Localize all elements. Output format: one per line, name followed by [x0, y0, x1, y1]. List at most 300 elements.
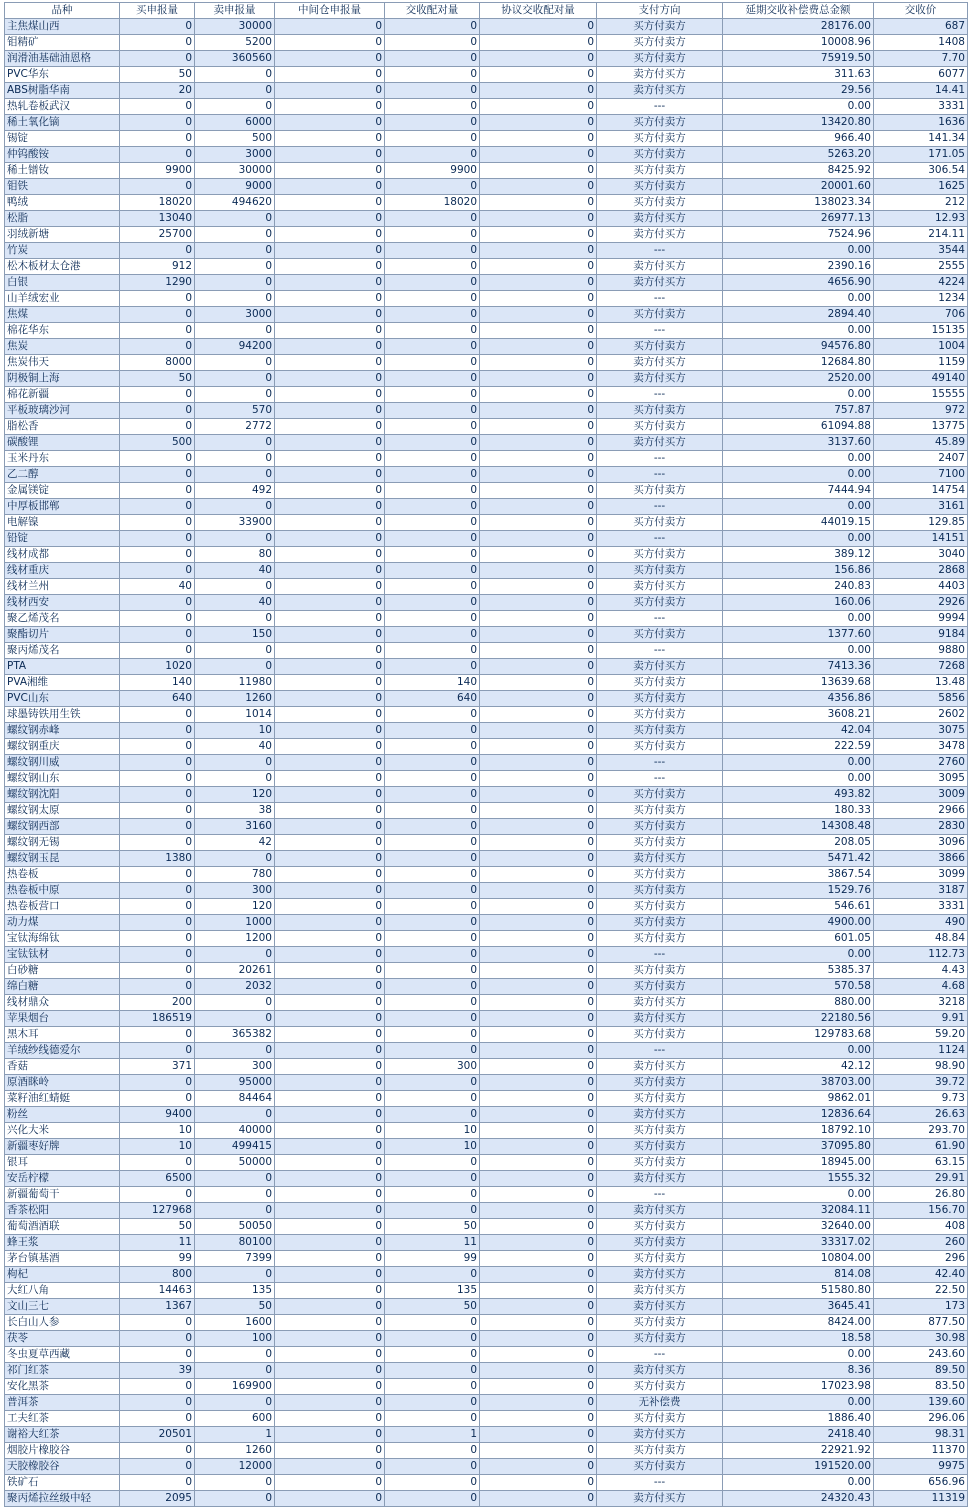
agreement-qty-cell: 0: [480, 195, 597, 211]
sell-qty-cell: 0: [195, 659, 275, 675]
compensation-cell: 17023.98: [723, 1379, 874, 1395]
compensation-cell: 1377.60: [723, 627, 874, 643]
pay-direction-cell: ---: [597, 1475, 723, 1491]
matched-qty-cell: 0: [385, 1491, 480, 1507]
buy-qty-cell: 10: [120, 1139, 195, 1155]
sell-qty-cell: 0: [195, 227, 275, 243]
compensation-cell: 10804.00: [723, 1251, 874, 1267]
intermediate-qty-cell: 0: [275, 163, 385, 179]
pay-direction-cell: 买方付卖方: [597, 739, 723, 755]
sell-qty-cell: 0: [195, 643, 275, 659]
table-row: [5, 611, 968, 627]
sell-qty-cell: 570: [195, 403, 275, 419]
sell-qty-cell: 6000: [195, 115, 275, 131]
table-row: [5, 563, 968, 579]
buy-qty-cell: 6500: [120, 1171, 195, 1187]
agreement-qty-cell: 0: [480, 1299, 597, 1315]
settle-price-cell: 1234: [874, 291, 968, 307]
variety-cell: 香茶松阳: [5, 1203, 120, 1219]
compensation-cell: 3137.60: [723, 435, 874, 451]
agreement-qty-cell: 0: [480, 851, 597, 867]
sell-qty-cell: 30000: [195, 19, 275, 35]
table-row: [5, 131, 968, 147]
compensation-cell: 0.00: [723, 947, 874, 963]
pay-direction-cell: 买方付卖方: [597, 515, 723, 531]
agreement-qty-cell: 0: [480, 211, 597, 227]
settle-price-cell: 687: [874, 19, 968, 35]
sell-qty-cell: 0: [195, 387, 275, 403]
buy-qty-cell: 10: [120, 1123, 195, 1139]
settle-price-cell: 1124: [874, 1043, 968, 1059]
compensation-cell: 22180.56: [723, 1011, 874, 1027]
variety-cell: 白银: [5, 275, 120, 291]
settle-price-cell: 3331: [874, 99, 968, 115]
sell-qty-cell: 0: [195, 243, 275, 259]
variety-cell: 苹果烟台: [5, 1011, 120, 1027]
compensation-cell: 7413.36: [723, 659, 874, 675]
variety-cell: PVC山东: [5, 691, 120, 707]
table-row: [5, 1059, 968, 1075]
pay-direction-cell: 买方付卖方: [597, 115, 723, 131]
intermediate-qty-cell: 0: [275, 355, 385, 371]
sell-qty-cell: 1014: [195, 707, 275, 723]
sell-qty-cell: 0: [195, 1107, 275, 1123]
table-row: [5, 547, 968, 563]
matched-qty-cell: 0: [385, 819, 480, 835]
variety-cell: 原酒眯岭: [5, 1075, 120, 1091]
table-row: [5, 291, 968, 307]
pay-direction-cell: 买方付卖方: [597, 1139, 723, 1155]
compensation-cell: 32084.11: [723, 1203, 874, 1219]
settle-price-cell: 139.60: [874, 1395, 968, 1411]
settle-price-cell: 3099: [874, 867, 968, 883]
matched-qty-cell: 0: [385, 739, 480, 755]
compensation-cell: 966.40: [723, 131, 874, 147]
matched-qty-cell: 0: [385, 1107, 480, 1123]
buy-qty-cell: 0: [120, 1075, 195, 1091]
sell-qty-cell: 84464: [195, 1091, 275, 1107]
buy-qty-cell: 0: [120, 755, 195, 771]
pay-direction-cell: 卖方付买方: [597, 851, 723, 867]
sell-qty-cell: 0: [195, 467, 275, 483]
sell-qty-cell: 0: [195, 851, 275, 867]
settle-price-cell: 9.91: [874, 1011, 968, 1027]
buy-qty-cell: 0: [120, 35, 195, 51]
agreement-qty-cell: 0: [480, 1043, 597, 1059]
matched-qty-cell: 0: [385, 835, 480, 851]
compensation-cell: 138023.34: [723, 195, 874, 211]
buy-qty-cell: 0: [120, 467, 195, 483]
matched-qty-cell: 0: [385, 515, 480, 531]
compensation-cell: 38703.00: [723, 1075, 874, 1091]
table-row: [5, 531, 968, 547]
intermediate-qty-cell: 0: [275, 467, 385, 483]
agreement-qty-cell: 0: [480, 931, 597, 947]
settle-price-cell: 972: [874, 403, 968, 419]
table-row: [5, 1187, 968, 1203]
pay-direction-cell: 买方付卖方: [597, 1075, 723, 1091]
intermediate-qty-cell: 0: [275, 1155, 385, 1171]
variety-cell: 热卷板: [5, 867, 120, 883]
matched-qty-cell: 11: [385, 1235, 480, 1251]
variety-cell: 仲钨酸铵: [5, 147, 120, 163]
agreement-qty-cell: 0: [480, 467, 597, 483]
compensation-cell: 2520.00: [723, 371, 874, 387]
agreement-qty-cell: 0: [480, 1155, 597, 1171]
table-row: [5, 1363, 968, 1379]
pay-direction-cell: 买方付卖方: [597, 707, 723, 723]
table-row: [5, 739, 968, 755]
matched-qty-cell: 0: [385, 435, 480, 451]
matched-qty-cell: 0: [385, 659, 480, 675]
table-row: [5, 1011, 968, 1027]
matched-qty-cell: 0: [385, 867, 480, 883]
settle-price-cell: 9994: [874, 611, 968, 627]
matched-qty-cell: 0: [385, 531, 480, 547]
sell-qty-cell: 492: [195, 483, 275, 499]
sell-qty-cell: 0: [195, 579, 275, 595]
settle-price-cell: 6077: [874, 67, 968, 83]
variety-cell: 焦炭: [5, 339, 120, 355]
buy-qty-cell: 186519: [120, 1011, 195, 1027]
matched-qty-cell: 0: [385, 499, 480, 515]
agreement-qty-cell: 0: [480, 483, 597, 499]
compensation-cell: 0.00: [723, 771, 874, 787]
settle-price-cell: 61.90: [874, 1139, 968, 1155]
buy-qty-cell: 1380: [120, 851, 195, 867]
sell-qty-cell: 0: [195, 1043, 275, 1059]
table-row: [5, 467, 968, 483]
table-row: [5, 403, 968, 419]
intermediate-qty-cell: 0: [275, 1395, 385, 1411]
variety-cell: 工夫红茶: [5, 1411, 120, 1427]
variety-cell: 大红八角: [5, 1283, 120, 1299]
matched-qty-cell: 0: [385, 851, 480, 867]
agreement-qty-cell: 0: [480, 515, 597, 531]
buy-qty-cell: 0: [120, 1475, 195, 1491]
variety-cell: 兴化大米: [5, 1123, 120, 1139]
settle-price-cell: 11370: [874, 1443, 968, 1459]
pay-direction-cell: 卖方付买方: [597, 259, 723, 275]
compensation-cell: 18.58: [723, 1331, 874, 1347]
sell-qty-cell: 0: [195, 83, 275, 99]
settle-price-cell: 293.70: [874, 1123, 968, 1139]
buy-qty-cell: 500: [120, 435, 195, 451]
agreement-qty-cell: 0: [480, 1075, 597, 1091]
buy-qty-cell: 9900: [120, 163, 195, 179]
buy-qty-cell: 0: [120, 819, 195, 835]
intermediate-qty-cell: 0: [275, 547, 385, 563]
variety-cell: ABS树脂华南: [5, 83, 120, 99]
buy-qty-cell: 0: [120, 1395, 195, 1411]
table-row: [5, 931, 968, 947]
sell-qty-cell: 1260: [195, 1443, 275, 1459]
compensation-cell: 7444.94: [723, 483, 874, 499]
buy-qty-cell: 50: [120, 67, 195, 83]
table-row: [5, 259, 968, 275]
compensation-cell: 814.08: [723, 1267, 874, 1283]
matched-qty-cell: 0: [385, 1171, 480, 1187]
variety-cell: 螺纹钢无锡: [5, 835, 120, 851]
intermediate-qty-cell: 0: [275, 931, 385, 947]
sell-qty-cell: 1600: [195, 1315, 275, 1331]
matched-qty-cell: 0: [385, 995, 480, 1011]
settle-price-cell: 15555: [874, 387, 968, 403]
variety-cell: 棉花华东: [5, 323, 120, 339]
agreement-qty-cell: 0: [480, 115, 597, 131]
agreement-qty-cell: 0: [480, 339, 597, 355]
intermediate-qty-cell: 0: [275, 387, 385, 403]
pay-direction-cell: 买方付卖方: [597, 979, 723, 995]
agreement-qty-cell: 0: [480, 595, 597, 611]
compensation-cell: 13420.80: [723, 115, 874, 131]
sell-qty-cell: 9000: [195, 179, 275, 195]
intermediate-qty-cell: 0: [275, 643, 385, 659]
intermediate-qty-cell: 0: [275, 1347, 385, 1363]
compensation-cell: 20001.60: [723, 179, 874, 195]
agreement-qty-cell: 0: [480, 1107, 597, 1123]
compensation-cell: 3867.54: [723, 867, 874, 883]
intermediate-qty-cell: 0: [275, 1011, 385, 1027]
matched-qty-cell: 0: [385, 803, 480, 819]
table-row: [5, 307, 968, 323]
table-row: [5, 995, 968, 1011]
agreement-qty-cell: 0: [480, 947, 597, 963]
pay-direction-cell: 买方付卖方: [597, 1155, 723, 1171]
agreement-qty-cell: 0: [480, 1315, 597, 1331]
compensation-cell: 570.58: [723, 979, 874, 995]
settle-price-cell: 1636: [874, 115, 968, 131]
intermediate-qty-cell: 0: [275, 1331, 385, 1347]
settle-price-cell: 29.91: [874, 1171, 968, 1187]
variety-cell: 稀土氧化镝: [5, 115, 120, 131]
buy-qty-cell: 0: [120, 243, 195, 259]
settle-price-cell: 30.98: [874, 1331, 968, 1347]
agreement-qty-cell: 0: [480, 915, 597, 931]
matched-qty-cell: 0: [385, 1043, 480, 1059]
variety-cell: 铅锭: [5, 531, 120, 547]
compensation-cell: 3608.21: [723, 707, 874, 723]
table-row: [5, 227, 968, 243]
matched-qty-cell: 0: [385, 451, 480, 467]
intermediate-qty-cell: 0: [275, 1299, 385, 1315]
table-row: [5, 435, 968, 451]
sell-qty-cell: 0: [195, 355, 275, 371]
buy-qty-cell: 99: [120, 1251, 195, 1267]
compensation-cell: 1529.76: [723, 883, 874, 899]
agreement-qty-cell: 0: [480, 403, 597, 419]
intermediate-qty-cell: 0: [275, 291, 385, 307]
sell-qty-cell: 1260: [195, 691, 275, 707]
compensation-cell: 29.56: [723, 83, 874, 99]
sell-qty-cell: 100: [195, 1331, 275, 1347]
settle-price-cell: 171.05: [874, 147, 968, 163]
buy-qty-cell: 0: [120, 179, 195, 195]
pay-direction-cell: 买方付卖方: [597, 1443, 723, 1459]
col-header-agreement-qty: 协议交收配对量: [480, 3, 597, 19]
compensation-cell: 0.00: [723, 611, 874, 627]
matched-qty-cell: 0: [385, 291, 480, 307]
pay-direction-cell: 卖方付买方: [597, 1267, 723, 1283]
agreement-qty-cell: 0: [480, 1363, 597, 1379]
compensation-cell: 4656.90: [723, 275, 874, 291]
pay-direction-cell: 卖方付买方: [597, 355, 723, 371]
intermediate-qty-cell: 0: [275, 179, 385, 195]
compensation-cell: 42.04: [723, 723, 874, 739]
buy-qty-cell: 18020: [120, 195, 195, 211]
table-row: [5, 1171, 968, 1187]
compensation-cell: 51580.80: [723, 1283, 874, 1299]
settle-price-cell: 3040: [874, 547, 968, 563]
compensation-cell: 0.00: [723, 499, 874, 515]
matched-qty-cell: 10: [385, 1123, 480, 1139]
agreement-qty-cell: 0: [480, 835, 597, 851]
variety-cell: 谢裕大红茶: [5, 1427, 120, 1443]
table-row: [5, 643, 968, 659]
matched-qty-cell: 0: [385, 131, 480, 147]
table-row: [5, 1203, 968, 1219]
sell-qty-cell: 169900: [195, 1379, 275, 1395]
buy-qty-cell: 0: [120, 931, 195, 947]
agreement-qty-cell: 0: [480, 883, 597, 899]
intermediate-qty-cell: 0: [275, 1283, 385, 1299]
intermediate-qty-cell: 0: [275, 1107, 385, 1123]
variety-cell: 安化黑茶: [5, 1379, 120, 1395]
variety-cell: 长白山人参: [5, 1315, 120, 1331]
table-row: [5, 163, 968, 179]
sell-qty-cell: 30000: [195, 163, 275, 179]
table-row: [5, 1443, 968, 1459]
buy-qty-cell: 0: [120, 499, 195, 515]
matched-qty-cell: 0: [385, 1155, 480, 1171]
compensation-cell: 24320.43: [723, 1491, 874, 1507]
matched-qty-cell: 99: [385, 1251, 480, 1267]
intermediate-qty-cell: 0: [275, 963, 385, 979]
pay-direction-cell: ---: [597, 499, 723, 515]
settle-price-cell: 48.84: [874, 931, 968, 947]
variety-cell: 线材成都: [5, 547, 120, 563]
buy-qty-cell: 0: [120, 483, 195, 499]
agreement-qty-cell: 0: [480, 291, 597, 307]
table-row: [5, 211, 968, 227]
pay-direction-cell: 买方付卖方: [597, 1235, 723, 1251]
pay-direction-cell: ---: [597, 1043, 723, 1059]
buy-qty-cell: 0: [120, 339, 195, 355]
table-row: [5, 1459, 968, 1475]
matched-qty-cell: 0: [385, 787, 480, 803]
table-row: [5, 979, 968, 995]
intermediate-qty-cell: 0: [275, 915, 385, 931]
variety-cell: 竹炭: [5, 243, 120, 259]
settle-price-cell: 3096: [874, 835, 968, 851]
pay-direction-cell: 卖方付买方: [597, 1427, 723, 1443]
agreement-qty-cell: 0: [480, 867, 597, 883]
compensation-cell: 5471.42: [723, 851, 874, 867]
pay-direction-cell: ---: [597, 947, 723, 963]
variety-cell: 枸杞: [5, 1267, 120, 1283]
sell-qty-cell: 0: [195, 1267, 275, 1283]
table-row: [5, 1347, 968, 1363]
settle-price-cell: 9975: [874, 1459, 968, 1475]
compensation-cell: 1886.40: [723, 1411, 874, 1427]
intermediate-qty-cell: 0: [275, 67, 385, 83]
sell-qty-cell: 42: [195, 835, 275, 851]
agreement-qty-cell: 0: [480, 739, 597, 755]
matched-qty-cell: 0: [385, 467, 480, 483]
intermediate-qty-cell: 0: [275, 1123, 385, 1139]
variety-cell: 碳酸锂: [5, 435, 120, 451]
matched-qty-cell: 9900: [385, 163, 480, 179]
matched-qty-cell: 0: [385, 1075, 480, 1091]
sell-qty-cell: 40: [195, 563, 275, 579]
table-row: [5, 19, 968, 35]
intermediate-qty-cell: 0: [275, 1235, 385, 1251]
pay-direction-cell: 买方付卖方: [597, 835, 723, 851]
sell-qty-cell: 80100: [195, 1235, 275, 1251]
intermediate-qty-cell: 0: [275, 851, 385, 867]
sell-qty-cell: 1000: [195, 915, 275, 931]
intermediate-qty-cell: 0: [275, 755, 385, 771]
sell-qty-cell: 0: [195, 67, 275, 83]
intermediate-qty-cell: 0: [275, 595, 385, 611]
intermediate-qty-cell: 0: [275, 227, 385, 243]
table-row: [5, 1299, 968, 1315]
matched-qty-cell: 0: [385, 1091, 480, 1107]
settle-price-cell: 296: [874, 1251, 968, 1267]
table-row: [5, 99, 968, 115]
intermediate-qty-cell: 0: [275, 1427, 385, 1443]
buy-qty-cell: 0: [120, 19, 195, 35]
compensation-cell: 0.00: [723, 643, 874, 659]
settle-price-cell: 306.54: [874, 163, 968, 179]
intermediate-qty-cell: 0: [275, 483, 385, 499]
matched-qty-cell: 0: [385, 179, 480, 195]
agreement-qty-cell: 0: [480, 179, 597, 195]
settle-price-cell: 7.70: [874, 51, 968, 67]
agreement-qty-cell: 0: [480, 1059, 597, 1075]
intermediate-qty-cell: 0: [275, 371, 385, 387]
pay-direction-cell: 买方付卖方: [597, 51, 723, 67]
variety-cell: 祁门红茶: [5, 1363, 120, 1379]
table-row: [5, 483, 968, 499]
matched-qty-cell: 0: [385, 419, 480, 435]
settle-price-cell: 656.96: [874, 1475, 968, 1491]
variety-cell: 螺纹钢玉昆: [5, 851, 120, 867]
settle-price-cell: 3095: [874, 771, 968, 787]
pay-direction-cell: 买方付卖方: [597, 899, 723, 915]
sell-qty-cell: 0: [195, 995, 275, 1011]
pay-direction-cell: 买方付卖方: [597, 179, 723, 195]
intermediate-qty-cell: 0: [275, 883, 385, 899]
agreement-qty-cell: 0: [480, 51, 597, 67]
sell-qty-cell: 38: [195, 803, 275, 819]
pay-direction-cell: 卖方付买方: [597, 1299, 723, 1315]
matched-qty-cell: 1: [385, 1427, 480, 1443]
buy-qty-cell: 50: [120, 1219, 195, 1235]
variety-cell: 热卷板营口: [5, 899, 120, 915]
sell-qty-cell: 40000: [195, 1123, 275, 1139]
settle-price-cell: 490: [874, 915, 968, 931]
agreement-qty-cell: 0: [480, 1235, 597, 1251]
compensation-cell: 26977.13: [723, 211, 874, 227]
table-row: [5, 1123, 968, 1139]
variety-cell: 天胶橡胶谷: [5, 1459, 120, 1475]
matched-qty-cell: 50: [385, 1219, 480, 1235]
compensation-cell: 0.00: [723, 243, 874, 259]
pay-direction-cell: 买方付卖方: [597, 1251, 723, 1267]
variety-cell: 焦炭伟天: [5, 355, 120, 371]
settle-price-cell: 83.50: [874, 1379, 968, 1395]
